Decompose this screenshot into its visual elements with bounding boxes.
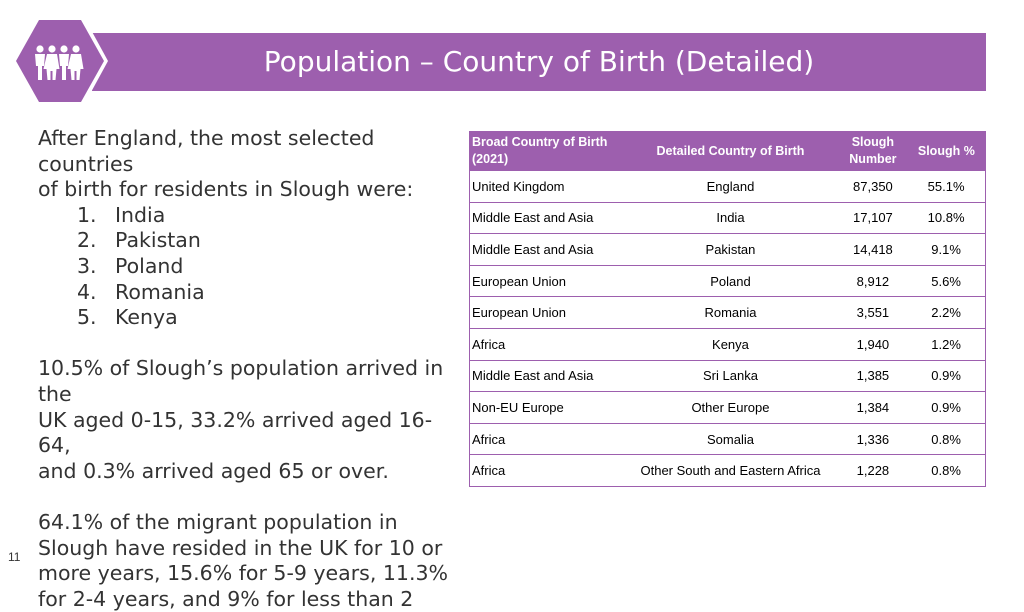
cell-number: 87,350 — [839, 171, 908, 203]
cell-number: 8,912 — [839, 265, 908, 297]
table-row — [470, 171, 986, 203]
list-number: 2. — [77, 228, 97, 253]
page-title: Population – Country of Birth (Detailed) — [263, 45, 815, 78]
list-item — [38, 228, 458, 254]
list-number: 1. — [77, 202, 97, 227]
list-number: 4. — [77, 279, 97, 304]
table-row — [470, 392, 986, 424]
table-row — [470, 265, 986, 297]
country-of-birth-table — [469, 131, 986, 487]
intro-line: of birth for residents in Slough were: — [38, 177, 414, 202]
cell-broad: Middle East and Asia — [470, 234, 623, 266]
cell-broad: Africa — [470, 423, 623, 455]
column-header-percent: Slough % — [907, 132, 985, 171]
column-header-detailed: Detailed Country of Birth — [622, 132, 838, 171]
table-row — [470, 328, 986, 360]
cell-percent: 0.9% — [907, 360, 985, 392]
table-row — [470, 297, 986, 329]
cell-number: 1,336 — [839, 423, 908, 455]
arrival-age-text: and 0.3% arrived aged 65 or over. — [38, 458, 389, 483]
intro-line: After England, the most selected countries — [38, 126, 375, 176]
cell-percent: 5.6% — [907, 265, 985, 297]
cell-detailed: Somalia — [622, 423, 838, 455]
list-item — [38, 203, 458, 229]
cell-broad: Africa — [470, 455, 623, 487]
cell-detailed: India — [622, 202, 838, 234]
cell-percent: 10.8% — [907, 202, 985, 234]
cell-percent: 2.2% — [907, 297, 985, 329]
cell-detailed: Other Europe — [622, 392, 838, 424]
cell-detailed: England — [622, 171, 838, 203]
cell-detailed: Pakistan — [622, 234, 838, 266]
list-item — [38, 305, 458, 331]
cell-percent: 55.1% — [907, 171, 985, 203]
cell-percent: 1.2% — [907, 328, 985, 360]
list-label: Poland — [115, 253, 184, 278]
table-row — [470, 360, 986, 392]
cell-detailed: Sri Lanka — [622, 360, 838, 392]
cell-number: 1,228 — [839, 455, 908, 487]
list-number: 3. — [77, 253, 97, 278]
cell-percent: 0.9% — [907, 392, 985, 424]
arrival-age-text: UK aged 0-15, 33.2% arrived aged 16-64, — [38, 407, 433, 458]
cell-broad: Middle East and Asia — [470, 360, 623, 392]
cell-broad: Non-EU Europe — [470, 392, 623, 424]
summary-text — [38, 126, 458, 612]
cell-detailed: Kenya — [622, 328, 838, 360]
cell-broad: European Union — [470, 297, 623, 329]
column-header-number: Slough Number — [839, 132, 908, 171]
cell-detailed: Poland — [622, 265, 838, 297]
list-number: 5. — [77, 305, 97, 330]
cell-percent: 9.1% — [907, 234, 985, 266]
cell-percent: 0.8% — [907, 455, 985, 487]
cell-broad: United Kingdom — [470, 171, 623, 203]
table-row — [470, 455, 986, 487]
table-row — [470, 423, 986, 455]
residency-duration-text: 64.1% of the migrant population in Slough have resided in the UK for 10 or more years, 15.6% for 5-9 years, 11.3% for 2-4 years, and 9% for less than 2 — [38, 509, 448, 611]
cell-detailed: Romania — [622, 297, 838, 329]
table-header-row — [470, 132, 986, 171]
cell-number: 3,551 — [839, 297, 908, 329]
cell-number: 17,107 — [839, 202, 908, 234]
cell-number: 1,940 — [839, 328, 908, 360]
table-row — [470, 234, 986, 266]
column-header-broad: Broad Country of Birth (2021) — [470, 132, 623, 171]
list-label: Kenya — [115, 305, 178, 330]
cell-number: 1,385 — [839, 360, 908, 392]
cell-broad: European Union — [470, 265, 623, 297]
list-item — [38, 280, 458, 306]
cell-broad: Middle East and Asia — [470, 202, 623, 234]
cell-broad: Africa — [470, 328, 623, 360]
arrival-age-text: 10.5% of Slough’s population arrived in the — [38, 356, 444, 406]
list-label: India — [115, 202, 166, 227]
list-label: Pakistan — [115, 228, 201, 253]
table-row — [470, 202, 986, 234]
cell-percent: 0.8% — [907, 423, 985, 455]
list-label: Romania — [115, 279, 205, 304]
page-number: 11 — [8, 550, 21, 564]
list-item — [38, 254, 458, 280]
cell-number: 1,384 — [839, 392, 908, 424]
cell-detailed: Other South and Eastern Africa — [622, 455, 838, 487]
top-countries-list — [38, 203, 458, 331]
cell-number: 14,418 — [839, 234, 908, 266]
